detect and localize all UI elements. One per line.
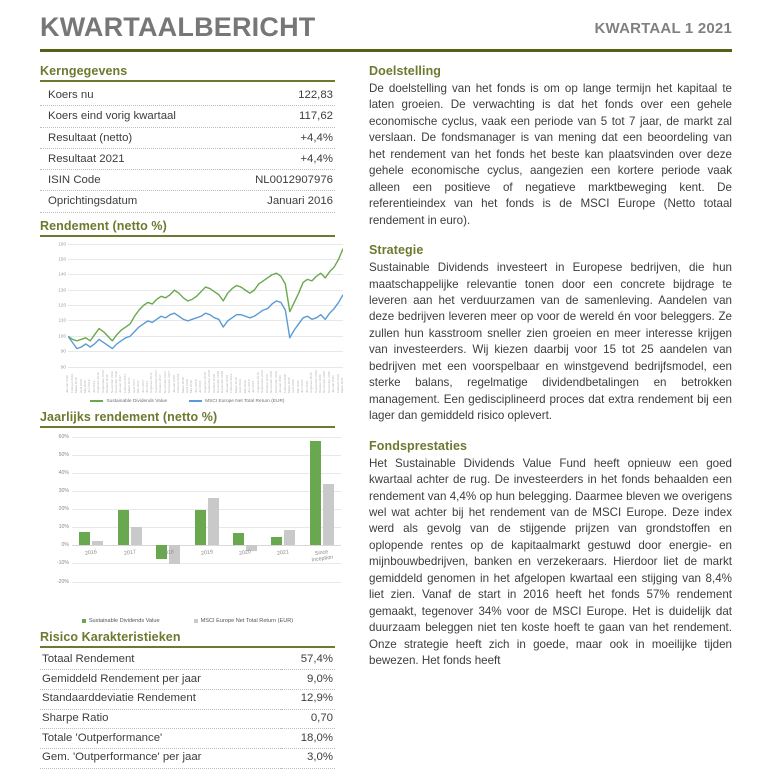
table-row	[40, 170, 335, 191]
page-title: KWARTAALBERICHT	[40, 12, 316, 42]
risk-value: 12,9%	[281, 689, 335, 709]
content-columns	[0, 52, 768, 769]
y-axis-tick-label: 130	[58, 287, 66, 293]
risk-label: Sharpe Ratio	[40, 709, 281, 729]
legend-swatch	[90, 400, 103, 402]
key-figure-label: ISIN Code	[40, 170, 220, 191]
x-axis-tick-label: Maart 2021	[340, 376, 345, 393]
x-axis-tick-label: Februari 2020	[282, 373, 287, 393]
key-figure-label: Oprichtingsdatum	[40, 191, 220, 212]
section-body: Het Sustainable Dividends Value Fund heeft opnieuw een goed kwartaal achter de rug. De investeerders in het fonds behaalden een rendement van 4,4% op hun belegging. Daarmee bleven we overigens wel wat achter bij het rendement van de MSCI Europe. Deze index werd als gevolg van de stijgende prijzen van grondstoffen en oplopende rentes op de kapitaalmarkt gestuwd door energie- en mijnbouwbedrijven, banken en verzekeraars. Hierdoor liet de markt gemiddeld genomen in het afgelopen kwartaal een stijging van 8,4% liet zien. Vanaf de start in 2016 heeft het fonds 57% rendement gemaakt, tegenover 34% voor de MSCI Europe. Het is duidelijk dat duurzaam beleggen niet ten koste hoeft te gaan van het rendement. Onze strategie heeft zich in goede, maar ook in moeilijke tijden bewezen. Het fonds heeft	[369, 456, 732, 668]
line-chart-legend	[40, 399, 335, 404]
risk-block	[40, 630, 335, 769]
x-axis-tick-label: April 2020	[291, 378, 296, 393]
key-figure-label: Resultaat 2021	[40, 148, 220, 169]
x-axis-tick-label: Juni 2020	[300, 379, 305, 393]
x-axis-tick-label: November 2020	[322, 370, 327, 393]
gridline	[72, 563, 341, 564]
x-axis-tick-label: Maart 2020	[286, 376, 291, 393]
key-figure-value: +4,4%	[220, 127, 335, 148]
x-axis-tick-label: Januari 2019	[224, 374, 229, 393]
bar	[208, 498, 219, 545]
risk-label: Gemiddeld Rendement per jaar	[40, 670, 281, 690]
line-series	[68, 294, 343, 348]
x-axis-tick-label: Juli 2018	[198, 380, 203, 393]
x-axis-tick-label: December 2016	[113, 370, 118, 393]
x-axis-tick-label: December 2019	[273, 370, 278, 393]
cumulative-return-line-chart	[42, 240, 347, 395]
gridline	[72, 437, 341, 438]
x-axis-tick-label: Juli 2020	[304, 380, 309, 393]
x-axis-tick-label: 2018	[161, 549, 175, 558]
right-column	[345, 64, 768, 769]
x-axis-tick-label: Mei 2019	[242, 379, 247, 393]
x-axis-tick-label: Maart 2017	[127, 376, 132, 393]
y-axis-tick-label: 150	[58, 256, 66, 262]
x-axis-tick-label: Juni 2016	[87, 379, 92, 393]
legend-label: Sustainable Dividends Value	[88, 617, 160, 624]
x-axis-tick-label: Augustus 2017	[149, 371, 154, 393]
line-series-group	[68, 244, 343, 367]
x-axis-tick-label: September 2016	[100, 369, 105, 393]
x-axis-tick-label: 2021	[276, 549, 290, 558]
y-axis-tick-label: 20%	[58, 506, 69, 512]
gridline	[72, 509, 341, 510]
document-header	[0, 0, 768, 41]
return-chart-block	[40, 218, 345, 404]
y-axis-tick-label: 0%	[61, 542, 69, 549]
x-axis-tick-label: September 2017	[153, 369, 158, 393]
x-axis-tick-label: Juli 2019	[251, 380, 256, 393]
table-row	[40, 148, 335, 169]
x-axis-tick-label: Augustus 2019	[255, 371, 260, 393]
x-axis-tick-label: Januari 2017	[118, 374, 123, 393]
section-heading: Doelstelling	[369, 64, 442, 78]
key-figure-label: Resultaat (netto)	[40, 127, 220, 148]
x-axis-tick-label: Februari 2021	[335, 373, 340, 393]
x-axis-tick-label: 2019	[200, 549, 213, 558]
x-axis-tick-label: Augustus 2020	[309, 371, 314, 393]
x-axis-tick-label: 2020	[238, 549, 252, 558]
x-axis-tick-label: Oktober 2020	[318, 373, 323, 393]
x-axis-tick-label: September 2020	[313, 369, 318, 393]
bar	[131, 527, 142, 545]
return-chart-heading: Rendement (netto %)	[40, 219, 335, 237]
x-axis-tick-label: Januari 2021	[331, 374, 336, 393]
risk-table	[40, 651, 335, 769]
risk-value: 3,0%	[281, 748, 335, 768]
x-axis-tick-label: December 2017	[167, 370, 172, 393]
x-axis-tick-label: Juli 2017	[145, 380, 150, 393]
bar-chart-legend	[40, 618, 335, 624]
key-figures-heading: Kerngegevens	[40, 64, 335, 82]
x-axis-tick-label: April 2016	[78, 378, 83, 393]
x-axis-tick-label: Februari 2019	[229, 373, 234, 393]
annual-return-chart-heading: Jaarlijks rendement (netto %)	[40, 410, 335, 428]
table-row	[40, 106, 335, 127]
legend-swatch	[82, 619, 86, 623]
x-axis-tick-label: Januari 2016	[65, 374, 70, 393]
table-row	[40, 748, 335, 768]
x-axis-tick-label: Juni 2019	[247, 379, 252, 393]
bar	[271, 537, 282, 545]
x-axis-tick-label: September 2018	[207, 369, 212, 393]
x-axis-tick-label: November 2018	[216, 370, 220, 393]
table-row	[40, 85, 335, 106]
line-series	[68, 248, 343, 340]
y-axis-tick-label: 50%	[58, 451, 69, 458]
bar	[79, 532, 90, 546]
x-axis-tick-label: Oktober 2018	[211, 373, 216, 393]
y-axis-tick-label: 160	[58, 241, 66, 246]
section-heading: Strategie	[369, 243, 424, 258]
legend-label: MSCI Europe Net Total Return (EUR)	[200, 617, 294, 624]
y-axis-tick-label: -10%	[56, 560, 69, 567]
y-axis-tick-label: 140	[58, 271, 66, 277]
x-axis-tick-label: April 2019	[238, 378, 243, 393]
bar	[284, 530, 295, 545]
key-figure-label: Koers nu	[40, 85, 220, 106]
x-axis-tick-label: Juni 2017	[140, 379, 145, 393]
table-row	[40, 670, 335, 690]
y-axis-tick-label: 90	[60, 348, 66, 354]
x-axis-tick-label: Mei 2020	[295, 379, 300, 393]
y-axis-tick-label: -20%	[56, 578, 69, 585]
risk-label: Totale 'Outperformance'	[40, 729, 281, 749]
x-axis-tick-label: November 2016	[109, 370, 114, 393]
x-axis-tick-label: Februari 2018	[176, 373, 181, 393]
x-axis-tick-label: Mei 2017	[136, 379, 141, 393]
legend-swatch	[189, 400, 202, 402]
risk-value: 57,4%	[281, 651, 335, 670]
table-row	[40, 651, 335, 670]
x-axis-tick-label: Mei 2016	[82, 379, 87, 393]
table-row	[40, 127, 335, 148]
x-axis-tick-label: 2016	[84, 549, 98, 558]
gridline	[72, 455, 341, 456]
x-axis-tick-label: Maart 2016	[74, 376, 79, 393]
legend-item	[82, 618, 160, 624]
y-axis-tick-label: 60%	[58, 433, 69, 440]
key-figure-value: 122,83	[220, 85, 335, 106]
x-axis-tick-label: Februari 2017	[122, 373, 127, 393]
y-axis-tick-label: 10%	[58, 524, 69, 531]
x-axis-tick-label: April 2017	[131, 378, 136, 393]
gridline	[72, 473, 341, 474]
legend-item	[90, 399, 167, 404]
section-body: Sustainable Dividends investeert in Europese bedrijven, die hun maatschappelijke relevantie tonen door een concrete bijdrage te leveren aan het verduurzamen van de samenleving. Aandelen van deze bedrijven leveren meer op voor de wereld én voor beleggers. Ze zullen hun kasstroom sneller zien groeien en meer interesse krijgen van investeerders. Wij kiezen daarbij voor 15 tot 25 aandelen van bedrijven met een voorspelbaar en winstgevend bedrijfsmodel, een sterke balans, regelmatige dividendbetalingen en betrokken management. Een gedisciplineerd proces dat extra rendement bij een lager dan gemiddeld risico oplevert.	[369, 261, 732, 423]
x-axis-tick-label: Februari 2016	[69, 373, 74, 393]
x-axis-tick-label: Oktober 2019	[264, 373, 269, 393]
x-axis-tick-label: Maart 2018	[180, 376, 185, 393]
risk-heading: Risico Karakteristieken	[40, 630, 335, 648]
x-axis-tick-label: 2017	[123, 549, 136, 558]
y-axis-tick-label: 110	[58, 317, 66, 323]
gridline	[72, 545, 341, 546]
gridline	[72, 582, 341, 583]
risk-value: 9,0%	[281, 670, 335, 690]
x-axis-tick-label: December 2020	[326, 370, 331, 393]
x-axis-tick-label: December 2018	[220, 370, 225, 393]
x-axis-tick-label: Augustus 2016	[96, 371, 101, 393]
risk-label: Totaal Rendement	[40, 651, 281, 670]
table-row	[40, 689, 335, 709]
legend-swatch	[194, 619, 198, 623]
x-axis-tick-label: Augustus 2018	[202, 371, 207, 393]
section-body: De doelstelling van het fonds is om op lange termijn het kapitaal te laten groeien. De verwachting is dat het fonds over een gehele economische cyclus, vaak een periode van 5 tot 7 jaar, de markt zal verslaan. De fondsmanager is van mening dat een beoordeling van het rendement van het fonds het beste kan plaatsvinden over deze gehele economische cyclus, aangezien een kortere periode vaak alleen een positieve of negatieve marktbeweging kent. De referentieindex van het fonds is de MSCI Europe (Netto totaal rendement in euro).	[369, 82, 732, 227]
gridline	[68, 367, 343, 368]
key-figure-label: Koers eind vorig kwartaal	[40, 106, 220, 127]
bar	[195, 510, 206, 545]
table-row	[40, 191, 335, 212]
gridline	[72, 491, 341, 492]
x-axis-tick-label: Juli 2016	[91, 380, 96, 393]
y-axis-tick-label: 80	[60, 364, 66, 369]
legend-label: Sustainable Dividends Value	[106, 398, 168, 404]
quarter-label: KWARTAAL 1 2021	[594, 20, 732, 37]
y-axis-tick-label: 30%	[58, 487, 69, 494]
left-column	[0, 64, 345, 769]
bar	[118, 510, 129, 545]
x-axis-tick-label: Maart 2019	[233, 376, 238, 393]
legend-label: MSCI Europe Net Total Return (EUR)	[205, 398, 285, 404]
risk-value: 0,70	[281, 709, 335, 729]
x-axis-tick-label: November 2019	[269, 370, 274, 393]
bar	[233, 533, 244, 545]
x-axis-tick-label: Januari 2020	[278, 374, 283, 393]
x-axis-tick-label: April 2018	[184, 378, 189, 393]
bar	[92, 541, 103, 545]
legend-item	[194, 618, 294, 624]
section-heading: Fondsprestaties	[369, 438, 468, 453]
table-row	[40, 709, 335, 729]
key-figure-value: +4,4%	[220, 148, 335, 169]
key-figure-value: 117,62	[220, 106, 335, 127]
key-figure-value: NL0012907976	[220, 170, 335, 191]
y-axis-tick-label: 100	[58, 333, 66, 339]
key-figures-table	[40, 85, 335, 213]
x-axis-tick-label: Mei 2018	[189, 379, 194, 393]
x-axis-tick-label: Oktober 2017	[158, 373, 163, 393]
key-figure-value: Januari 2016	[220, 191, 335, 212]
x-axis-tick-label: November 2017	[162, 370, 167, 393]
x-axis-tick-label: Januari 2018	[171, 374, 176, 393]
bar	[310, 441, 321, 545]
table-row	[40, 729, 335, 749]
gridline	[72, 527, 341, 528]
x-axis-tick-label: Oktober 2016	[105, 373, 110, 393]
risk-label: Gem. 'Outperformance' per jaar	[40, 748, 281, 768]
risk-label: Standaarddeviatie Rendement	[40, 689, 281, 709]
bar	[323, 484, 334, 545]
annual-return-chart-block	[40, 410, 335, 624]
annual-return-bar-chart	[42, 431, 347, 616]
legend-item	[189, 399, 284, 404]
risk-value: 18,0%	[281, 729, 335, 749]
x-axis-tick-label: September 2019	[260, 369, 265, 393]
y-axis-tick-label: 120	[58, 302, 66, 308]
x-axis-tick-label: Since Inception	[310, 549, 334, 564]
x-axis-tick-label: Juni 2018	[193, 379, 198, 393]
y-axis-tick-label: 40%	[58, 469, 69, 476]
